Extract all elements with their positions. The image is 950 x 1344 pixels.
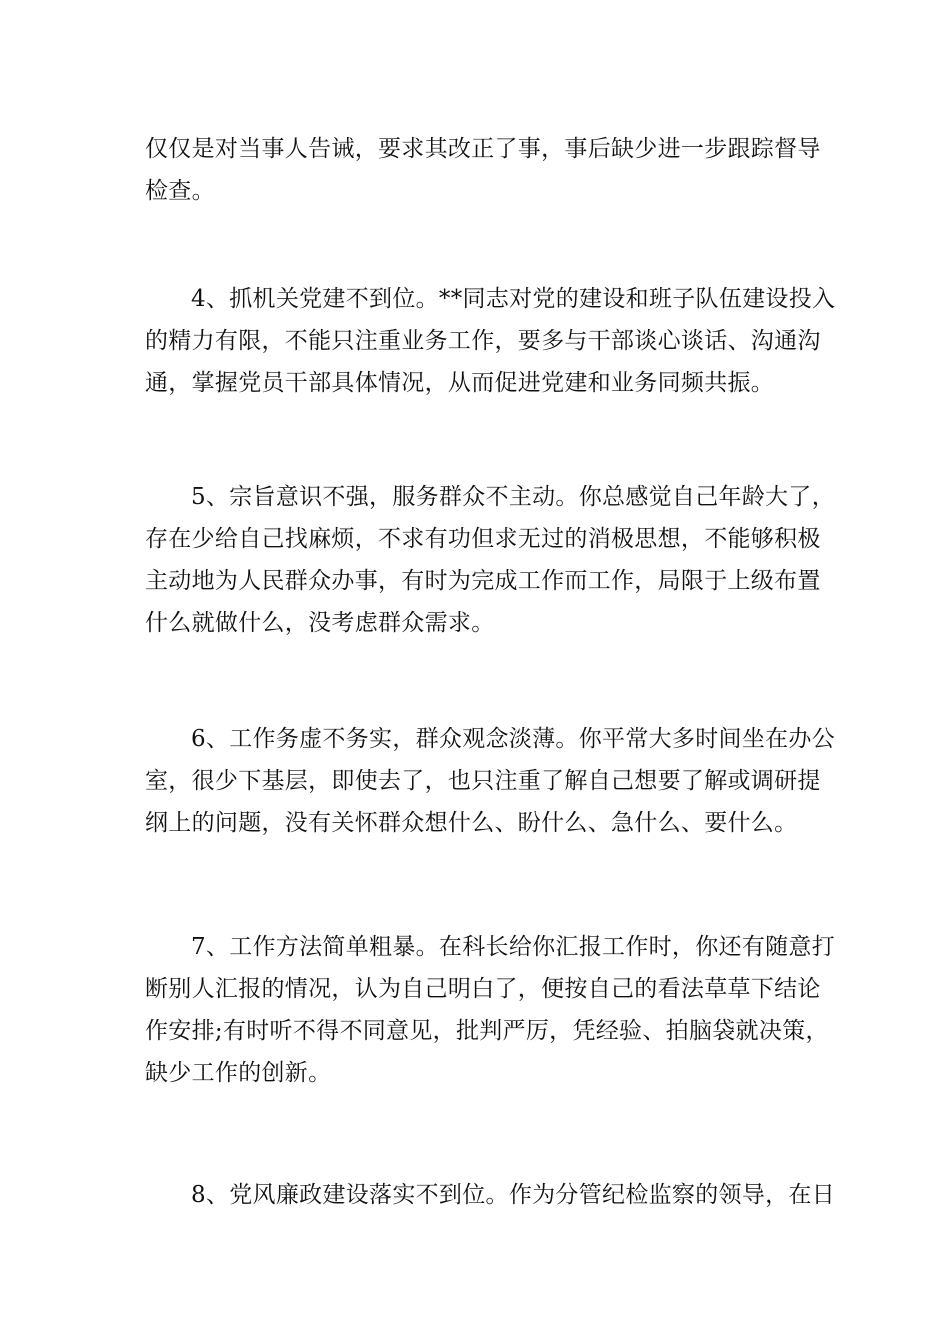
text-line: 4、抓机关党建不到位。**同志对党的建设和班子队伍建设投入 bbox=[191, 286, 836, 312]
text-line: 缺少工作的创新。 bbox=[145, 1060, 332, 1086]
text-line: 通，掌握党员干部具体情况，从而促进党建和业务同频共振。 bbox=[145, 370, 775, 396]
text-line: 5、宗旨意识不强，服务群众不主动。你总感觉自己年龄大了， bbox=[191, 484, 836, 510]
text-line: 7、工作方法简单粗暴。在科长给你汇报工作时，你还有随意打 bbox=[191, 934, 836, 960]
text-line: 作安排;有时听不得不同意见，批判严厉，凭经验、拍脑袋就决策， bbox=[145, 1018, 829, 1044]
text-line: 仅仅是对当事人告诫，要求其改正了事，事后缺少进一步跟踪督导 bbox=[145, 136, 821, 162]
text-line: 室，很少下基层，即使去了，也只注重了解自己想要了解或调研提 bbox=[145, 768, 821, 794]
paragraph-5 bbox=[145, 476, 836, 644]
text-line: 检查。 bbox=[145, 178, 215, 204]
text-line: 8、党风廉政建设落实不到位。作为分管纪检监察的领导，在日 bbox=[191, 1182, 836, 1208]
text-line: 存在少给自己找麻烦，不求有功但求无过的消极思想，不能够积极 bbox=[145, 526, 821, 552]
paragraph-7 bbox=[145, 926, 836, 1094]
text-line: 的精力有限，不能只注重业务工作，要多与干部谈心谈话、沟通沟 bbox=[145, 328, 821, 354]
text-line: 纲上的问题，没有关怀群众想什么、盼什么、急什么、要什么。 bbox=[145, 810, 798, 836]
paragraph-4 bbox=[145, 278, 836, 404]
text-line: 什么就做什么，没考虑群众需求。 bbox=[145, 610, 495, 636]
paragraph-6 bbox=[145, 718, 836, 844]
text-line: 6、工作务虚不务实，群众观念淡薄。你平常大多时间坐在办公 bbox=[191, 726, 836, 752]
paragraph-continuation bbox=[145, 128, 821, 212]
paragraph-8 bbox=[145, 1174, 836, 1216]
text-line: 主动地为人民群众办事，有时为完成工作而工作，局限于上级布置 bbox=[145, 568, 821, 594]
text-line: 断别人汇报的情况，认为自己明白了，便按自己的看法草草下结论 bbox=[145, 976, 821, 1002]
